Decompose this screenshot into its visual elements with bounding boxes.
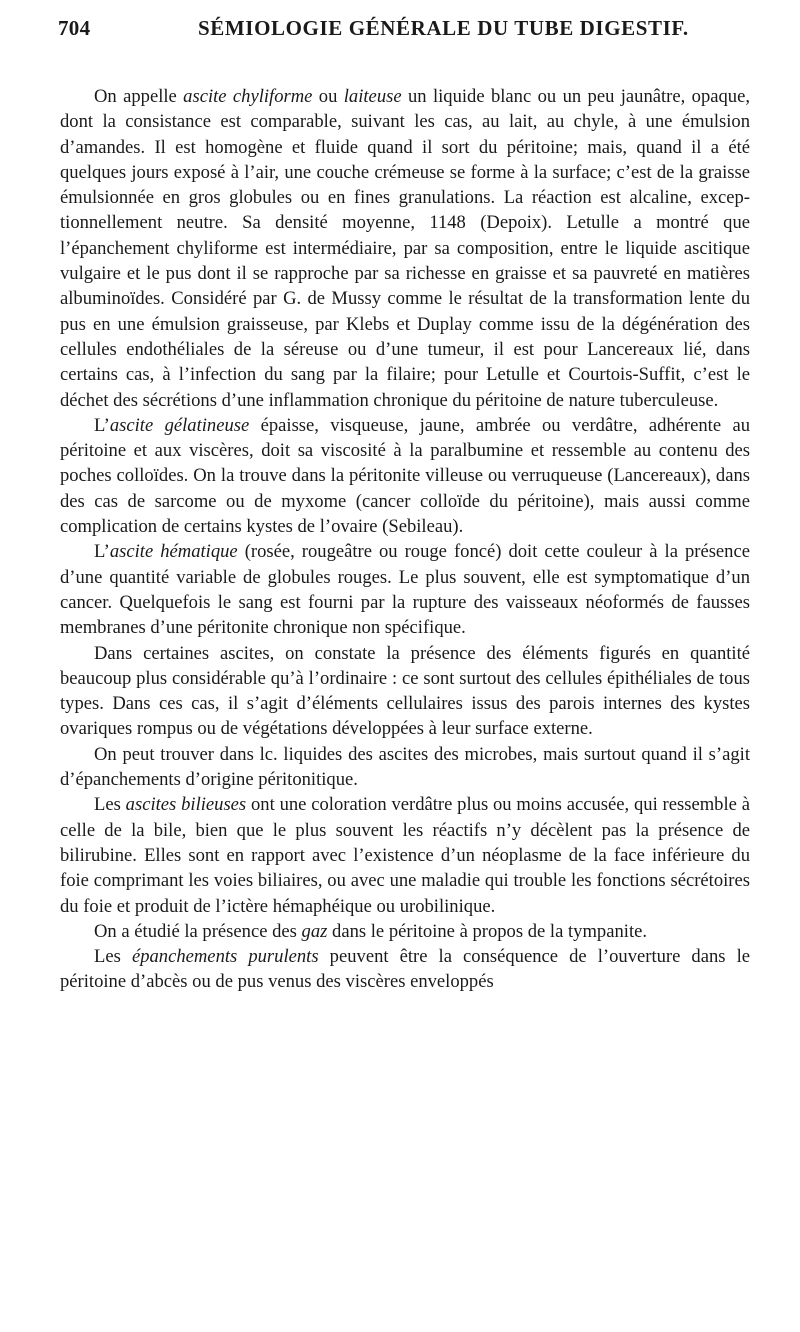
paragraph-lead: On a étudié la présence des <box>94 920 302 942</box>
paragraph-gaz <box>60 919 750 944</box>
term-ascite-hematique: ascite hématique <box>109 541 238 563</box>
paragraph-epanchements-purulents <box>60 944 750 995</box>
term-gaz: gaz <box>301 920 328 942</box>
paragraph-text: On peut trouver dans lc. liquides des ascites des microbes, mais surtout quand il s’agit d’épanchements d’origine péritonitique. <box>60 743 750 791</box>
paragraph-text: un liquide blanc ou un peu jaunâtre, opaque, dont la consistance est comparable, suivant les cas, au lait, au chyle, à une émulsion d’amandes. Il est homogène et fluide quand il sort du péritoine; mais, quand il a été quelques jours exposé à l’air, une couche crémeuse se forme à la surface; c’est de la graisse émulsionnée en gros globules ou en fines granulations. La réaction est alcaline, exceptionnellement neutre. Sa densité moyenne, 1148 (Depoix). Letulle a montré que l’épanchement chyliforme est intermédiaire, par sa composition, entre le liquide ascitique vulgaire et le pus dont il se rapproche par sa richesse en graisse et sa pauvreté en matières albuminoïdes. Considéré par G. de Mussy comme le résultat de la transformation lente du pus en une émulsion graisseuse, par Klebs et Duplay comme issu de la dégénération des cellules endothéliales de la séreuse ou d’une tumeur, il est pour Lancereaux lié, dans certains cas, à l’infection du sang par la filaire; pour Letulle et Courtois-Suffit, c’est le déchet des sécrétions d’une inflammation chronique du péritoine de nature tuberculeuse. <box>60 86 750 411</box>
paragraph-lead: Les <box>94 946 132 968</box>
paragraph-text: ont une coloration verdâtre plus ou moins accusée, qui ressemble à celle de la bile, bien que le plus souvent les réactifs n’y décèlent pas la présence de bilirubine. Elles sont en rapport avec l’existence d’un néoplasme de la face inférieure du foie comprimant les voies biliaires, ou avec une maladie qui trouble les fonctions sécrétoires du foie et produit de l’ictère hémaphéique ou urobilinique. <box>60 794 750 917</box>
book-page <box>60 16 750 995</box>
body-text <box>60 84 750 995</box>
paragraph-lead: L’ <box>94 541 110 563</box>
paragraph-ascite-hematique <box>60 539 750 640</box>
paragraph-lead: On appelle <box>94 86 184 107</box>
paragraph-text: épaisse, visqueuse, jaune, ambrée ou verdâtre, adhérente au péritoine et aux viscères, doit sa viscosité à la paralbumine et ressemble au contenu des poches colloïdes. On la trouve dans la péritonite villeuse ou verruqueuse (Lancereaux), dans des cas de sarcome ou de myxome (cancer colloïde du péritoine), mais aussi comme complication de certains kystes de l’ovaire (Sebileau). <box>60 414 750 538</box>
term-epanchements-purulents: épanchements purulents <box>131 946 319 968</box>
running-title: SÉMIOLOGIE GÉNÉRALE DU TUBE DIGESTIF. <box>198 16 689 40</box>
paragraph-lead: L’ <box>94 414 110 436</box>
paragraph-text: peuvent être la conséquence de l’ouverture dans le péritoine d’abcès ou de pus venus des viscères enveloppés <box>60 946 751 993</box>
term-ascite-chyliforme: ascite chyliforme <box>183 86 313 107</box>
paragraph-lead: Les <box>94 794 126 816</box>
paragraph-text: (rosée, rougeâtre ou rouge foncé) doit cette couleur à la présence d’une quantité variable de globules rouges. Le plus souvent, elle est symptomatique d’un cancer. Quelquefois le sang est fourni par la rupture des vaisseaux néoformés de fausses membranes d’une péritonite chronique non spécifique. <box>60 541 750 639</box>
paragraph-elements-figures <box>60 641 750 742</box>
term-ascite-gelatineuse: ascite gélatineuse <box>109 414 250 436</box>
term-laiteuse: laiteuse <box>343 86 402 107</box>
paragraph-ascite-chyliforme <box>60 84 750 413</box>
running-head <box>58 16 750 50</box>
term-ascites-bilieuses: ascites bilieuses <box>125 794 247 816</box>
paragraph-text: dans le péritoine à propos de la tympanite. <box>327 920 648 942</box>
paragraph-ascite-gelatineuse <box>60 413 750 539</box>
paragraph-connector: ou <box>312 86 344 107</box>
paragraph-ascites-bilieuses <box>60 792 750 918</box>
paragraph-text: Dans certaines ascites, on constate la présence des éléments figurés en quantité beaucoup plus considérable qu’à l’ordinaire : ce sont surtout des cellules épithéliales de tous types. Dans ces cas, il s’agit d’éléments cellulaires issus des parois internes des kystes ovariques rompus ou de végétations développées à leur surface externe. <box>60 642 750 740</box>
paragraph-microbes <box>60 742 750 793</box>
page-number: 704 <box>58 16 91 40</box>
